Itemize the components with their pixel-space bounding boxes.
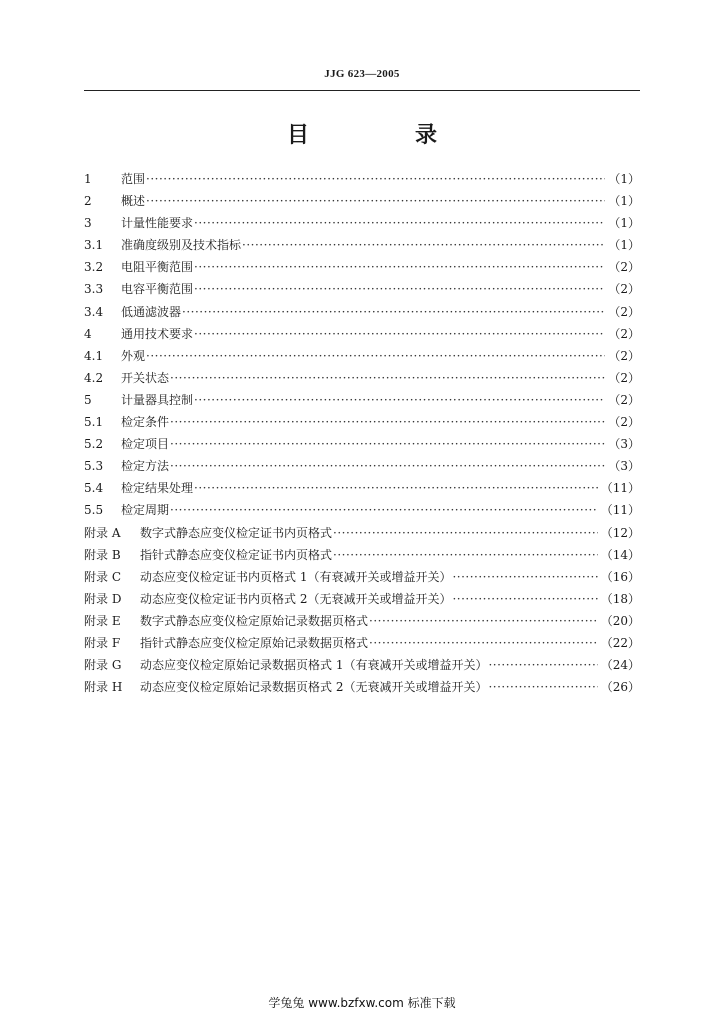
toc-entry-label: 外观 [121,348,146,363]
toc-entry-number: 1 [84,172,92,186]
toc-entry-page: （2） [608,260,640,275]
toc-dot-leader [182,301,605,323]
page-title: 目 录 [286,122,479,148]
toc-dot-leader [170,455,605,477]
toc-entry-page: （1） [608,172,640,186]
toc-entry[interactable] [84,566,640,588]
toc-dot-leader [242,234,605,256]
toc-entry-number: 附录 A [84,525,121,540]
toc-entry-label: 动态应变仪检定原始记录数据页格式 1（有衰减开关或增益开关） [140,658,488,673]
toc-entry-page: （2） [608,370,640,385]
toc-entry-page: （16） [600,569,640,584]
toc-entry[interactable] [84,301,640,323]
toc-dot-leader [170,411,605,433]
toc-entry-page: （22） [600,635,640,650]
toc-dot-leader [488,676,597,698]
toc-entry-page: （20） [600,613,640,628]
toc-dot-leader [369,632,598,654]
toc-entry-label: 通用技术要求 [121,326,194,341]
toc-entry-number: 3.4 [84,304,104,319]
toc-entry-label: 检定方法 [121,459,170,474]
toc-entry-label: 计量器具控制 [121,392,194,407]
toc-entry-number: 附录 D [84,591,122,606]
toc-dot-leader [369,610,598,632]
toc-entry-label: 数字式静态应变仪检定证书内页格式 [140,525,333,540]
toc-entry-page: （2） [608,326,640,341]
toc-entry-page: （2） [608,304,640,319]
toc-entry-label: 准确度级别及技术指标 [121,238,242,253]
toc-entry-label: 检定条件 [121,415,170,430]
toc-entry-number: 4.2 [84,370,104,385]
toc-entry[interactable] [84,610,640,632]
toc-entry[interactable] [84,433,640,455]
toc-entry-page: （1） [608,194,640,209]
toc-entry[interactable] [84,499,640,521]
toc-entry-page: （1） [608,216,640,231]
toc-entry[interactable] [84,676,640,698]
header-rule [84,90,640,91]
toc-entry-page: （3） [608,437,640,452]
toc-entry[interactable] [84,256,640,278]
toc-entry-number: 2 [84,194,92,209]
toc-entry[interactable] [84,522,640,544]
toc-entry-number: 3.3 [84,282,104,297]
toc-entry-page: （24） [600,658,640,673]
toc-dot-leader [194,323,605,345]
toc-entry[interactable] [84,278,640,300]
toc-entry-label: 电容平衡范围 [121,282,194,297]
toc-entry[interactable] [84,168,640,190]
toc-entry[interactable] [84,323,640,345]
toc-entry[interactable] [84,389,640,411]
toc-dot-leader [146,190,605,212]
toc-entry[interactable] [84,455,640,477]
toc-entry-number: 附录 F [84,635,121,650]
toc-entry-label: 检定周期 [121,503,170,518]
toc-entry-page: （3） [608,459,640,474]
standard-code-header: JJG 623—2005 [324,68,400,80]
toc-dot-leader [194,212,605,234]
toc-entry-page: （12） [600,525,640,540]
toc-entry-number: 5.5 [84,503,104,518]
toc-dot-leader [146,168,605,190]
toc-entry-label: 数字式静态应变仪检定原始记录数据页格式 [140,613,369,628]
toc-entry-page: （1） [608,238,640,253]
toc-dot-leader [488,654,597,676]
toc-dot-leader [452,566,597,588]
toc-entry-label: 范围 [121,172,146,186]
toc-dot-leader [194,278,605,300]
toc-entry-number: 5 [84,392,92,407]
toc-dot-leader [333,544,598,566]
toc-entry[interactable] [84,367,640,389]
toc-entry[interactable] [84,411,640,433]
toc-dot-leader [170,433,605,455]
toc-dot-leader [194,256,605,278]
toc-entry-page: （2） [608,282,640,297]
toc-entry-page: （2） [608,348,640,363]
toc-entry-label: 计量性能要求 [121,216,194,231]
toc-entry[interactable] [84,477,640,499]
toc-entry-number: 附录 E [84,613,121,628]
toc-entry-page: （11） [600,481,640,496]
toc-entry[interactable] [84,632,640,654]
toc-dot-leader [452,588,597,610]
toc-entry-number: 3.2 [84,260,104,275]
toc-entry-number: 5.1 [84,415,104,430]
toc-entry-page: （26） [600,680,640,695]
toc-entry-label: 动态应变仪检定证书内页格式 2（无衰减开关或增益开关） [140,591,452,606]
toc-entry[interactable] [84,345,640,367]
toc-entry-label: 动态应变仪检定原始记录数据页格式 2（无衰减开关或增益开关） [140,680,488,695]
table-of-contents [84,168,640,698]
toc-entry-label: 开关状态 [121,370,170,385]
toc-entry-number: 附录 B [84,547,121,562]
toc-entry-label: 动态应变仪检定证书内页格式 1（有衰减开关或增益开关） [140,569,452,584]
toc-entry-page: （18） [600,591,640,606]
toc-dot-leader [194,477,598,499]
toc-entry-number: 4 [84,326,92,341]
toc-entry-number: 5.2 [84,437,104,452]
toc-entry-label: 指针式静态应变仪检定原始记录数据页格式 [140,635,369,650]
toc-entry[interactable] [84,588,640,610]
toc-entry-label: 指针式静态应变仪检定证书内页格式 [140,547,333,562]
toc-dot-leader [146,345,605,367]
toc-dot-leader [194,389,605,411]
toc-entry-page: （11） [600,503,640,518]
toc-entry-number: 3.1 [84,238,104,253]
toc-entry-label: 检定结果处理 [121,481,194,496]
toc-entry[interactable] [84,234,640,256]
toc-dot-leader [170,367,605,389]
toc-entry-number: 3 [84,216,92,231]
toc-entry-number: 附录 H [84,680,123,695]
toc-entry-number: 附录 C [84,569,121,584]
toc-dot-leader [333,522,598,544]
toc-entry[interactable] [84,212,640,234]
footer-watermark: 学兔兔 www.bzfxw.com 标准下载 [268,996,456,1010]
toc-entry[interactable] [84,190,640,212]
toc-entry-number: 4.1 [84,348,104,363]
toc-entry[interactable] [84,544,640,566]
toc-entry-label: 低通滤波器 [121,304,182,319]
toc-entry-label: 电阻平衡范围 [121,260,194,275]
toc-entry-page: （14） [600,547,640,562]
toc-entry-number: 附录 G [84,658,122,673]
toc-entry-page: （2） [608,415,640,430]
toc-entry[interactable] [84,654,640,676]
toc-entry-number: 5.3 [84,459,104,474]
toc-entry-label: 概述 [121,194,146,209]
toc-entry-label: 检定项目 [121,437,170,452]
toc-dot-leader [170,499,598,521]
toc-entry-page: （2） [608,392,640,407]
toc-entry-number: 5.4 [84,481,104,496]
